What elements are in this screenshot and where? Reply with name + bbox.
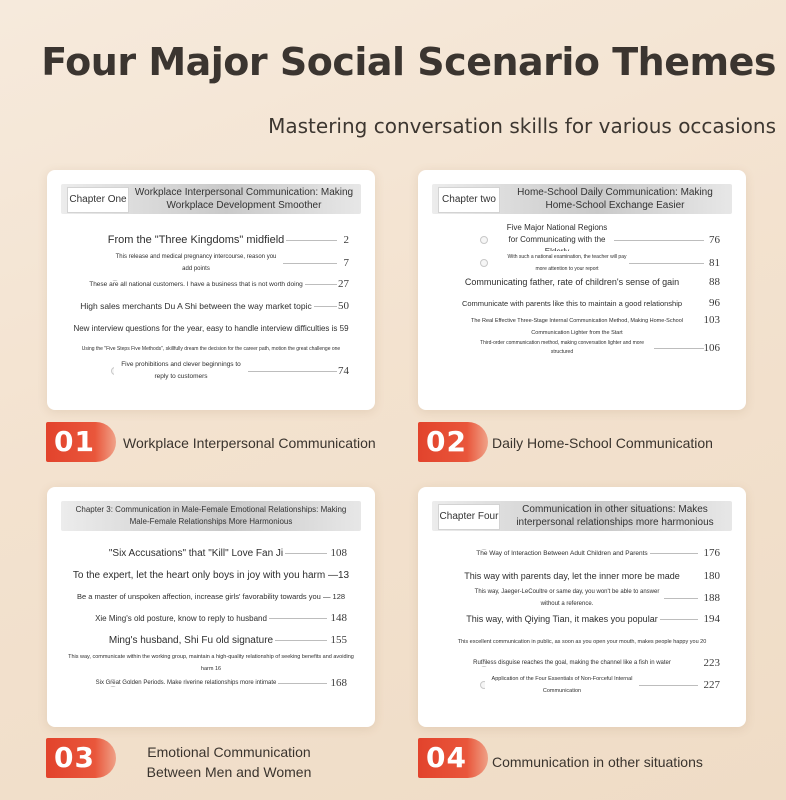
toc-entry-page: 155 <box>330 634 347 646</box>
section-number-badge: 02 <box>418 422 488 462</box>
chapter-card-2 <box>418 170 746 410</box>
section-number-badge: 03 <box>46 738 116 778</box>
toc-entry-page: 108 <box>330 547 347 559</box>
toc-entry-title: Communicating father, rate of children's sense of gain <box>464 277 680 287</box>
chapter-title: Workplace Interpersonal Communication: Making Workplace Development Smoother <box>134 187 354 211</box>
toc-entry-title: From the "Three Kingdoms" midfield <box>107 234 285 246</box>
toc-entry-title: Be a master of unspoken affection, increase girls' favorability towards you — 128 <box>76 591 346 601</box>
toc-entry-page: 50 <box>338 300 349 312</box>
toc-entry <box>47 294 375 318</box>
toc-entry-page: 180 <box>703 570 720 582</box>
toc-entry-title: Ming's husband, Shi Fu old signature <box>108 634 274 646</box>
toc-entry-title: "Six Accusations" that "Kill" Love Fan Ji <box>108 547 284 559</box>
page-title: Four Major Social Scenario Themes <box>41 40 776 84</box>
chapter-banner <box>432 184 732 214</box>
toc-entry-title: Five Major National Regions for Communicating with the <box>500 222 614 258</box>
toc-entry-page: 88 <box>709 276 720 288</box>
chapter-card-1 <box>47 170 375 410</box>
toc-entry-title: Application of the Four Essentials of Non-Forceful Internal Communication <box>485 673 639 697</box>
toc-entry-title: This way, communicate within the working group, maintain a high-quality relationship of seeking benefits and avoiding harm 16 <box>64 651 358 675</box>
toc-entry-page: 223 <box>703 657 720 669</box>
toc-entry-title: These are all national customers. I have a business that is not worth doing <box>89 280 303 288</box>
chapter-banner <box>61 184 361 214</box>
toc-entry-page: 96 <box>709 297 720 309</box>
toc-entry <box>47 628 375 652</box>
chapter-title: Chapter 3: Communication in Male-Female Emotional Relationships: Making Male-Female Relationships More Harmonious <box>75 505 347 526</box>
toc-entry-page: 7 <box>343 257 349 269</box>
toc-entry-title: Third-order communication method, making conversation lighter and more structured <box>470 339 654 357</box>
chapter-banner <box>432 501 732 531</box>
toc-entry <box>47 650 375 676</box>
page-subtitle: Mastering conversation skills for various occasions <box>268 114 776 138</box>
toc-entry-title: This way, Jaeger-LeCoultre or same day, you won't be able to answer without a reference. <box>470 586 664 610</box>
toc-entry-page: 176 <box>703 547 720 559</box>
section-label: Workplace Interpersonal Communication <box>123 435 376 451</box>
toc-entry-title: The Real Effective Three-Stage Internal Communication Method, Making Home-School Communication Lighter from the Start <box>460 315 694 339</box>
toc-entry-page: 106 <box>703 342 720 354</box>
toc-entry-page: 194 <box>703 613 720 625</box>
toc-entry-page: 188 <box>703 592 720 604</box>
toc-entry-title: Xie Ming's old posture, know to reply to husband <box>95 613 267 623</box>
section-label: Emotional Communication Between Men and Women <box>146 744 312 780</box>
toc-entry-title: The Way of Interaction Between Adult Children and Parents <box>476 549 648 557</box>
toc-entry-title: This way with parents day, let the inner more be made <box>464 571 680 581</box>
toc-entry-page: 27 <box>338 278 349 290</box>
chapter-card-4 <box>418 487 746 727</box>
bullet-icon <box>480 259 488 267</box>
toc-entry-title: Six Great Golden Periods. Make riverine relationships more intimate <box>95 680 277 686</box>
toc-entry-title: This way, with Qiying Tian, it makes you popular <box>466 614 658 624</box>
toc-entry-page: 168 <box>330 677 347 689</box>
chapter-card-3 <box>47 487 375 727</box>
toc-entry <box>418 607 746 631</box>
section-label: Communication in other situations <box>492 754 703 770</box>
toc-entry-title: With such a national examination, the teacher will pay more attention to your report <box>505 251 629 275</box>
bullet-icon <box>480 236 488 244</box>
chapter-title: Communication in other situations: Makes interpersonal relationships more harmonious <box>516 504 714 528</box>
chapter-banner <box>61 501 361 531</box>
toc-entry-title: New interview questions for the year, easy to handle interview difficulties is 59 <box>73 323 349 333</box>
toc-entry <box>47 228 375 252</box>
toc-entry-page: 103 <box>703 314 720 326</box>
toc-entry <box>47 541 375 565</box>
section-number-badge: 04 <box>418 738 488 778</box>
toc-entry-page: 227 <box>703 679 720 691</box>
toc-entry-page: 2 <box>343 234 349 246</box>
toc-entry-title: This excellent communication in public, as soon as you open your mouth, makes people happy you 20 <box>457 639 707 645</box>
toc-entry <box>47 357 375 385</box>
chapter-title: Home-School Daily Communication: Making Home-School Exchange Easier <box>517 187 713 211</box>
toc-entry-page: 76 <box>709 234 720 246</box>
toc-entry <box>418 671 746 699</box>
toc-entry <box>47 606 375 630</box>
toc-entry <box>418 291 746 315</box>
toc-entry-title: To the expert, let the heart only boys in joy with you harm —13 <box>72 569 350 581</box>
toc-entry <box>47 272 375 296</box>
toc-entry-title: This release and medical pregnancy intercourse, reason you add points <box>109 251 283 275</box>
toc-entry <box>47 584 375 608</box>
toc-entry-page: 74 <box>338 365 349 377</box>
toc-entry-title: Communicate with parents like this to maintain a good relationship <box>461 298 683 308</box>
section-number-badge: 01 <box>46 422 116 462</box>
toc-entry-title: Five prohibitions and clever beginnings to reply to customers <box>114 359 248 383</box>
toc-entry-title: Ruthless disguise reaches the goal, making the channel like a fish in water <box>473 660 671 666</box>
toc-entry <box>418 541 746 565</box>
chapter-number: Chapter One <box>67 187 129 213</box>
section-label: Daily Home-School Communication <box>492 435 713 451</box>
toc-entry-title: Using the "Five Steps Five Methods", skillfully dream the decision for the career path, motion the great challenge one <box>81 346 341 352</box>
toc-entry-title: High sales merchants Du A Shi between the way market topic <box>80 301 312 311</box>
chapter-number: Chapter Four <box>438 504 500 530</box>
chapter-number: Chapter two <box>438 187 500 213</box>
toc-entry-page: 81 <box>709 257 720 269</box>
toc-entry-page: 148 <box>330 612 347 624</box>
